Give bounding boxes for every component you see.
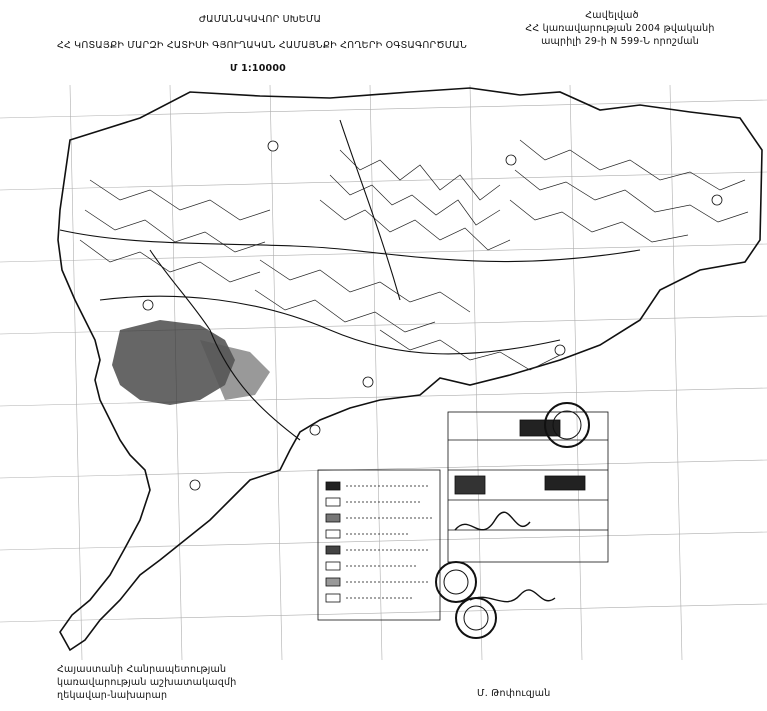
map-subtitle: ՀՀ ԿՈՏԱՅՔԻ ՄԱՐԶԻ ՀԱՏԻՍԻ ԳՅՈՒՂԱԿԱՆ ՀԱՄԱՅՆՔԻ ՀՈՂԵՐԻ ՕԳՏԱԳՈՐԾՄԱՆ <box>56 40 468 51</box>
signatures <box>455 512 555 601</box>
approval-table <box>448 412 608 562</box>
footer-signatory-line3: ղեկավար-նախարար <box>57 690 168 701</box>
footer-signatory-name: Մ. Թոփուզյան <box>477 688 551 699</box>
map-title: ԺԱՄԱՆԱԿԱՎՈՐ ՍԽԵՄԱ <box>198 14 322 25</box>
footer-signatory-line2: կառավարության աշխատակազմի <box>57 677 237 688</box>
footer-signatory-line1: Հայաստանի Հանրապետության <box>57 664 227 675</box>
map-scale: Մ 1:10000 <box>230 63 286 74</box>
approval-date: ապրիլի 29-ի N 599-Ն որոշման <box>541 36 699 47</box>
map-legend <box>318 470 440 620</box>
approval-decree: ՀՀ կառավարության 2004 թվականի <box>525 23 715 34</box>
official-stamps <box>436 403 589 638</box>
plot-markers <box>143 141 722 490</box>
approval-annex: Հավելված <box>585 10 639 21</box>
